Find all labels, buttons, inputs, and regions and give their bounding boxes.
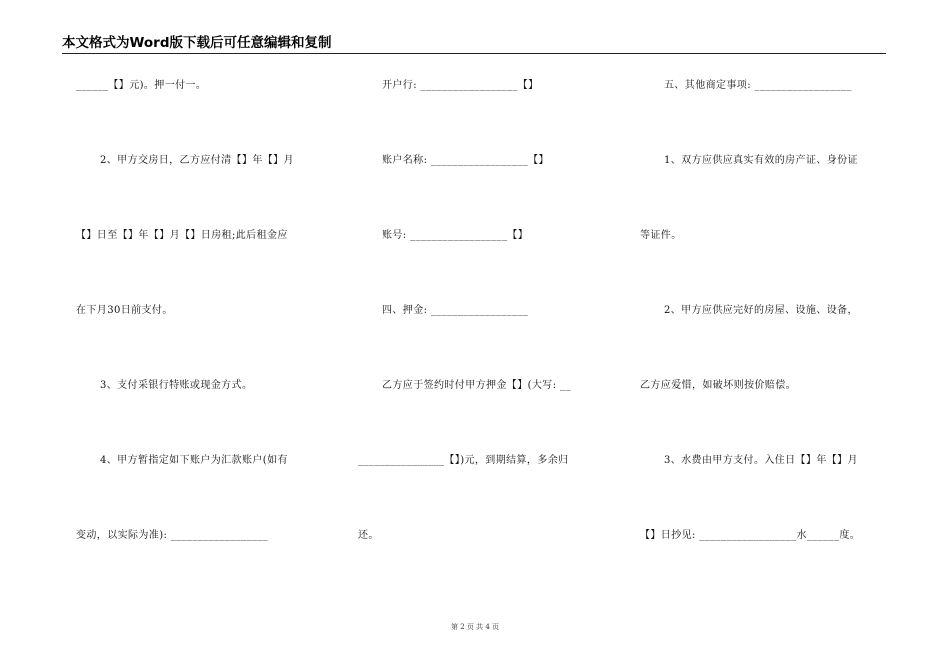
text-line: 五、其他商定事项: __________________ — [664, 80, 852, 91]
text-line: 账户名称: __________________【】 — [382, 155, 549, 166]
text-line: 乙方应爱惜，如破坏则按价赔偿。 — [640, 380, 796, 391]
text-line: 等证件。 — [640, 230, 682, 241]
text-line: 4、甲方暂指定如下账户为汇款账户(如有 — [100, 455, 288, 466]
text-column-1 — [76, 0, 326, 620]
text-line: 3、水费由甲方支付。入住日【】年【】月 — [664, 455, 858, 466]
page-number: 第 2 页 共 4 页 — [450, 623, 500, 631]
text-line: 开户行: __________________【】 — [382, 80, 539, 91]
header-title: 本文格式为Word版下载后可任意编辑和复制 — [62, 35, 332, 51]
text-line: 【】日至【】年【】月【】日房租;此后租金应 — [76, 230, 288, 241]
text-line: 【】日抄见: __________________水______度。 — [640, 530, 861, 541]
text-column-3 — [640, 0, 890, 620]
text-line: 2、甲方应供应完好的房屋、设施、设备， — [664, 305, 858, 316]
text-line: ______【】元)。押一付一。 — [76, 80, 207, 91]
text-line: 乙方应于签约时付甲方押金【】(大写: __ — [382, 380, 571, 391]
text-line: 四、押金: __________________ — [382, 305, 529, 316]
text-line: 账号: __________________【】 — [382, 230, 529, 241]
text-column-2 — [358, 0, 608, 620]
text-line: ________________【】)元，到期结算，多余归 — [358, 455, 569, 466]
text-line: 3、支付采银行特账或现金方式。 — [100, 380, 253, 391]
text-line: 变动，以实际为准): __________________ — [76, 530, 269, 541]
text-line: 1、双方应供应真实有效的房产证、身份证 — [664, 155, 858, 166]
text-line: 在下月30日前支付。 — [76, 305, 173, 316]
text-line: 2、甲方交房日，乙方应付清【】年【】月 — [100, 155, 294, 166]
text-line: 还。 — [358, 530, 379, 541]
